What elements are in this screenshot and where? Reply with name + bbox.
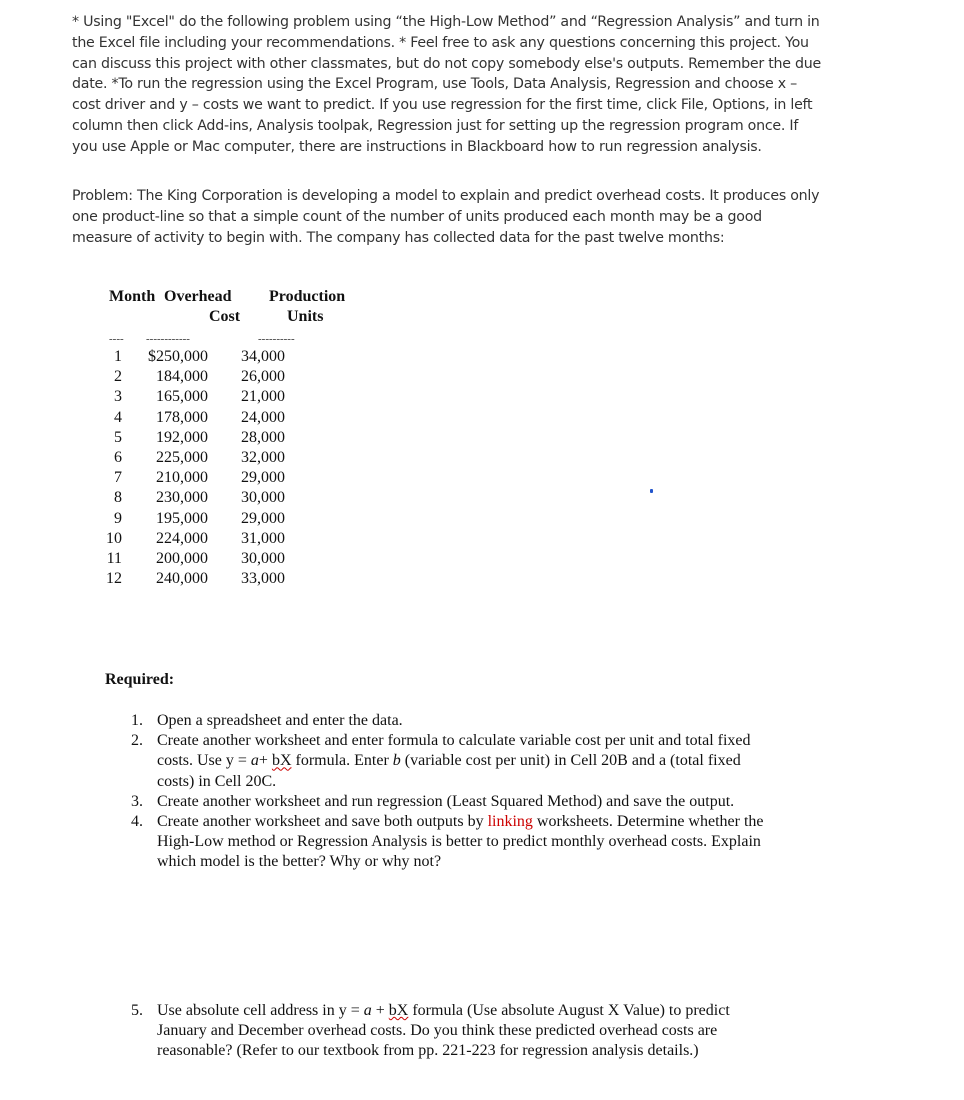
table-row [100, 530, 300, 550]
table-row [100, 348, 300, 368]
header-overhead: Overhead [164, 288, 232, 305]
separator: ------------ [146, 333, 190, 345]
production-units-cell: 29,000 [241, 509, 285, 527]
production-units-cell: 29,000 [241, 469, 285, 487]
table-row [100, 388, 300, 408]
overhead-cost-cell: 165,000 [156, 388, 208, 406]
header-units: Units [287, 308, 324, 325]
table-row [100, 469, 300, 489]
instructions-paragraph: * Using "Excel" do the following problem using “the High-Low Method” and “Regression Analysis” and turn in the Excel file including your recommendations. * Feel free to ask any questions concerning this project. You can discuss this project with other classmates, but do not copy somebody else's outputs. Remember the due date. *To run the regression using the Excel Program, use Tools, Data Analysis, Regression and choose x – cost driver and y – costs we want to predict. If you use regression for the first time, click File, Options, in left column then click Add-ins, Analysis toolpak, Regression just for setting up the regression program once. If you use Apple or Mac computer, there are instructions in Blackboard how to run regression analysis. [72, 14, 822, 155]
month-cell: 2 [114, 368, 122, 386]
production-units-cell: 30,000 [241, 489, 285, 507]
production-units-cell: 31,000 [241, 529, 285, 547]
table-row [100, 510, 300, 530]
production-units-cell: 30,000 [241, 550, 285, 567]
production-units-cell: 32,000 [241, 449, 285, 466]
table-row [100, 409, 300, 429]
overhead-cost-cell: 210,000 [156, 469, 208, 487]
header-cost: Cost [209, 308, 241, 325]
header-month: Month [109, 288, 156, 305]
production-units-cell: 24,000 [241, 408, 285, 426]
overhead-cost-cell: 178,000 [156, 408, 208, 426]
list-item: 4. Create another worksheet and save both outputs by linking worksheets. Determine whether the High-Low method or Regression Analysis is better to predict monthly overhead costs. Explain which model is the better? Why or why not? [131, 813, 764, 871]
table-row [100, 570, 300, 590]
table-row [100, 550, 300, 570]
month-cell: 11 [106, 550, 122, 567]
overhead-cost-cell: 225,000 [156, 449, 208, 466]
list-item: 5. Use absolute cell address in y = a + bX formula (Use absolute August X Value) to predict January and December overhead costs. Do you think these predicted overhead costs are reasonable? (Refer to our textbook from pp. 221-223 for regression analysis details.) [131, 1002, 730, 1060]
linking-word: linking [487, 813, 533, 831]
overhead-cost-cell: 192,000 [156, 428, 208, 446]
overhead-cost-cell: 230,000 [156, 489, 208, 507]
month-cell: 1 [114, 348, 122, 365]
required-list [131, 711, 771, 873]
list-item: 1. Open a spreadsheet and enter the data. [131, 712, 403, 729]
required-heading: Required: [105, 671, 175, 688]
stray-dot [650, 489, 653, 493]
overhead-cost-cell: 195,000 [156, 509, 208, 527]
production-units-cell: 21,000 [241, 388, 285, 406]
month-cell: 8 [114, 489, 122, 507]
production-units-cell: 26,000 [241, 368, 285, 386]
month-cell: 3 [114, 388, 122, 406]
overhead-cost-cell: $250,000 [148, 348, 208, 365]
production-units-cell: 28,000 [241, 428, 285, 446]
separator: ---------- [258, 333, 295, 345]
separator: ---- [109, 333, 124, 345]
overhead-cost-cell: 240,000 [156, 570, 208, 588]
table-row [100, 368, 300, 388]
month-cell: 7 [114, 469, 122, 487]
header-production: Production [269, 288, 346, 305]
month-cell: 10 [106, 529, 122, 547]
overhead-cost-cell: 184,000 [156, 368, 208, 386]
overhead-cost-cell: 200,000 [156, 550, 208, 567]
table-row [100, 489, 300, 509]
problem-paragraph: Problem: The King Corporation is developing a model to explain and predict overhead costs. It produces only one product-line so that a simple count of the number of units produced each month may be a good measure of activity to begin with. The company has collected data for the past twelve months: [72, 188, 820, 246]
table-row [100, 449, 300, 469]
list-item: 3. Create another worksheet and run regression (Least Squared Method) and save the output. [131, 792, 735, 810]
production-units-cell: 34,000 [241, 348, 285, 365]
overhead-cost-cell: 224,000 [156, 529, 208, 547]
month-cell: 9 [114, 509, 122, 527]
required-list-continued [131, 1001, 771, 1062]
month-cell: 5 [114, 428, 122, 446]
month-cell: 6 [114, 449, 122, 466]
month-cell: 12 [106, 570, 122, 588]
table-row [100, 429, 300, 449]
list-item: 2. Create another worksheet and enter formula to calculate variable cost per unit and total fixed costs. Use y = a+ bX formula. Enter b (variable cost per unit) in Cell 20B and a (total fixed costs) in Cell 20C. [131, 732, 751, 790]
production-units-cell: 33,000 [241, 570, 285, 588]
month-cell: 4 [114, 408, 122, 426]
